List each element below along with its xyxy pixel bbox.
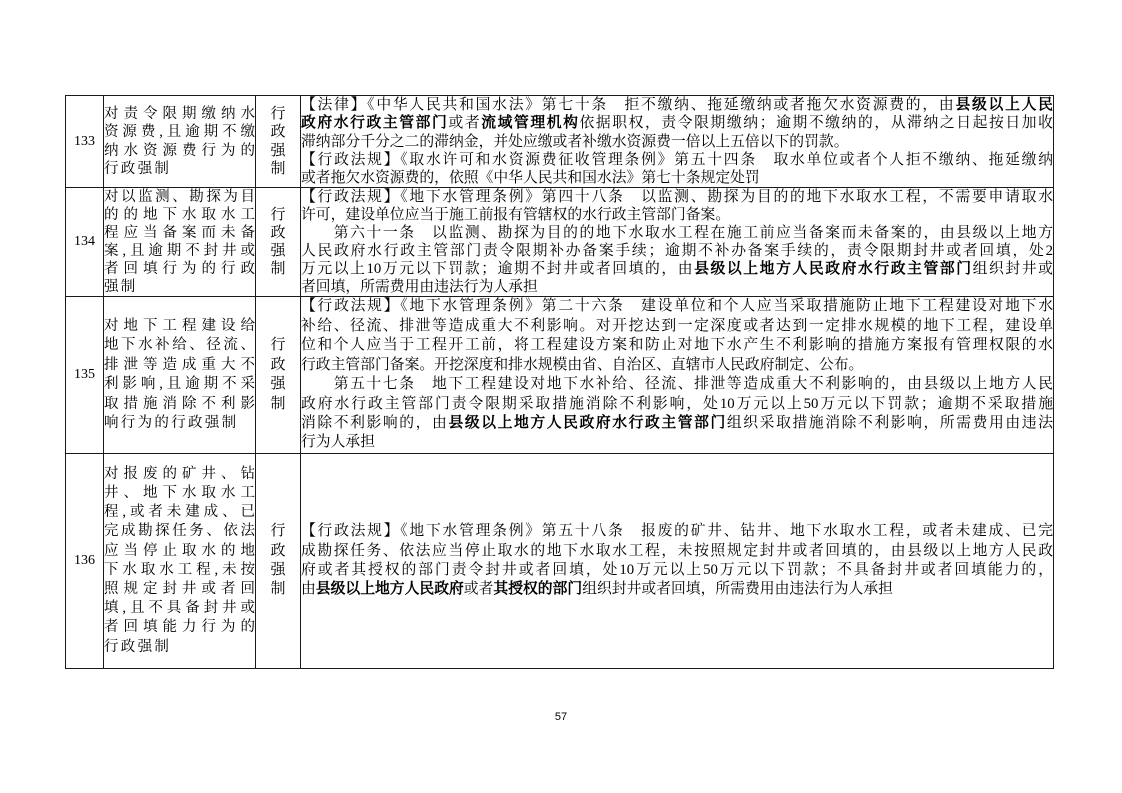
item-number: 133	[74, 133, 95, 149]
legal-basis-line	[301, 188, 1053, 206]
legal-basis-line	[301, 356, 1053, 375]
legal-basis	[301, 522, 1053, 599]
legal-basis-cell	[301, 453, 1054, 668]
item-name-line: 者回填行为的行政	[104, 261, 255, 278]
item-name-line: 纳水资源费行为的	[104, 142, 255, 159]
legal-basis-line	[301, 260, 1053, 278]
item-name-cell	[104, 96, 256, 188]
emphasized-authority: 县级以上地方人民政府水行政主管部门	[694, 261, 973, 278]
table-row	[66, 96, 1054, 188]
legal-basis-line	[301, 414, 1053, 433]
item-name-line: 井、地下水取水工	[104, 484, 255, 501]
page-number: 57	[554, 711, 568, 723]
legal-basis-text: 行为人承担	[301, 434, 375, 451]
legal-basis-text: 组织封井或者回填，所需费用由违法行为人承担	[582, 580, 893, 597]
item-name-line: 程,或者未建成、已	[104, 504, 255, 521]
item-number-cell	[66, 297, 104, 453]
legal-basis-text: 滞纳部分千分之二的滞纳金，并处应缴或者补缴水资源费一倍以上五倍以下的罚款。	[301, 133, 849, 150]
legal-basis-line	[301, 151, 1053, 169]
legal-basis-line	[301, 433, 1053, 452]
legal-basis-text: 万元以上10万元以下罚款；逾期不封井或者回填的，由	[301, 261, 695, 278]
item-name-line: 对责令限期缴纳水	[104, 106, 255, 123]
legal-basis-paragraph	[301, 224, 1053, 296]
item-name-line: 强制	[104, 279, 138, 296]
item-name-line: 对地下工程建设给	[104, 317, 255, 334]
legal-basis-line	[301, 522, 1053, 541]
legal-basis-cell	[301, 297, 1054, 453]
enforcement-type-cell	[256, 96, 301, 188]
legal-basis-cell	[301, 96, 1054, 188]
legal-basis-line	[301, 206, 1053, 224]
item-name-line: 对报废的矿井、钻	[104, 465, 255, 482]
item-name-line: 的的地下水取水工	[104, 207, 255, 224]
legal-basis-text: 成勘探任务、依法应当停止取水的地下水取水工程，未按照规定封井或者回填的，由县级以上地方人民政	[301, 542, 1053, 559]
legal-basis-text: 组织采取措施消除不利影响，所需费用由违法	[726, 414, 1053, 431]
item-number: 135	[74, 367, 95, 383]
legal-basis	[301, 96, 1053, 187]
enforcement-type: 行政强制	[270, 207, 286, 278]
enforcement-type: 行政强制	[270, 106, 286, 178]
item-name-line: 资源费,且逾期不缴	[104, 124, 255, 141]
item-name-line: 程应当备案而未备	[104, 225, 255, 242]
legal-basis-text: 【行政法规】《地下水管理条例》第二十六条 建设单位和个人应当采取措施防止地下工程建设对地下水	[301, 298, 1053, 315]
legal-basis-text: 【行政法规】《地下水管理条例》第五十八条 报废的矿井、钻井、地下水取水工程，或者未建成、已完	[301, 523, 1053, 540]
administrative-enforcement-table	[65, 95, 1054, 669]
legal-basis-text: 【行政法规】《地下水管理条例》第四十八条 以监测、勘探为目的的地下水取水工程，不需要申请取水	[301, 189, 1053, 206]
item-name-line: 案,且逾期不封井或	[104, 243, 255, 260]
legal-basis-line	[301, 297, 1053, 316]
enforcement-type-cell	[256, 297, 301, 453]
item-name-line: 排泄等造成重大不	[104, 356, 255, 373]
legal-basis-text: 政府水行政主管部门责令限期采取措施消除不利影响，处10万元以上50万元以下罚款；逾期不采取措施	[301, 395, 1053, 412]
item-number: 134	[74, 234, 95, 250]
legal-basis-cell	[301, 188, 1054, 297]
item-name-cell	[104, 453, 256, 668]
emphasized-authority: 流域管理机构	[481, 115, 580, 132]
legal-basis-line	[301, 242, 1053, 260]
emphasized-authority: 县级以上地方人民政府水行政主管部门	[448, 414, 727, 431]
table-row	[66, 297, 1054, 453]
item-number-cell	[66, 453, 104, 668]
item-name-line: 下水取水工程,未按	[104, 561, 255, 578]
emphasized-authority: 县级以上人民	[955, 97, 1053, 113]
legal-basis-line	[301, 278, 1053, 296]
item-name-cell	[104, 188, 256, 297]
item-name-line: 对以监测、勘探为目	[104, 189, 255, 206]
legal-basis-text: 者回填，所需费用由违法行为人承担	[301, 279, 538, 296]
item-name-line: 地下水补给、径流、	[104, 337, 255, 354]
legal-basis-text: 第五十七条 地下工程建设对地下水补给、径流、排泄等造成重大不利影响的，由县级以上地方人民	[301, 376, 1053, 393]
enforcement-type-cell	[256, 188, 301, 297]
item-name-line: 填,且不具备封井或	[104, 600, 255, 617]
item-name	[104, 465, 255, 657]
legal-basis-line	[301, 395, 1053, 414]
item-number-cell	[66, 188, 104, 297]
legal-basis-text: 消除不利影响的，由	[301, 414, 449, 431]
legal-basis	[301, 188, 1053, 296]
legal-basis-line	[301, 133, 1053, 151]
legal-basis-line	[301, 96, 1053, 114]
item-name-line: 照规定封井或者回	[104, 580, 255, 597]
legal-basis-text: 人民政府水行政主管部门责令限期补办备案手续；逾期不补办备案手续的，责令限期封井或者回填，处2	[301, 243, 1053, 260]
legal-basis-text: 依据职权，责令限期缴纳；逾期不缴纳的，从滞纳之日起按日加收	[579, 115, 1053, 132]
legal-basis-text: 由	[301, 580, 316, 597]
legal-basis-text: 行政主管部门备案。开挖深度和排水规模由省、自治区、直辖市人民政府制定、公布。	[301, 356, 864, 373]
legal-basis	[301, 297, 1053, 452]
legal-basis-paragraph	[301, 297, 1053, 375]
legal-basis-text: 府或者其授权的部门责令封井或者回填，处10万元以上50万元以下罚款；不具备封井或者回填能力的，	[301, 561, 1053, 578]
emphasized-authority: 其授权的部门	[493, 580, 583, 597]
item-name-line: 完成勘探任务、依法	[104, 523, 255, 540]
legal-basis-line	[301, 542, 1053, 561]
legal-basis-line	[301, 580, 1053, 599]
legal-basis-text: 或者拖欠水资源费的，依照《中华人民共和国水法》第七十条规定处罚	[301, 170, 760, 187]
table-row	[66, 453, 1054, 668]
item-name-line: 取措施消除不利影	[104, 395, 255, 412]
legal-basis-paragraph	[301, 188, 1053, 224]
item-number: 136	[74, 552, 95, 568]
legal-basis-text: 或者	[448, 115, 482, 132]
item-name	[104, 317, 255, 433]
legal-basis-text: 组织封井或	[972, 261, 1053, 278]
legal-basis-text: 许可，建设单位应当于施工前报有管辖权的水行政主管部门备案。	[301, 207, 731, 224]
table-row	[66, 188, 1054, 297]
enforcement-type-cell	[256, 453, 301, 668]
legal-basis-line	[301, 224, 1053, 242]
legal-basis-line	[301, 375, 1053, 394]
item-name-line: 行政强制	[104, 638, 172, 655]
item-name-line: 者回填能力行为的	[104, 619, 255, 636]
item-name-line: 应当停止取水的地	[104, 542, 255, 559]
enforcement-type: 行政强制	[270, 523, 286, 597]
legal-basis-text: 【行政法规】《取水许可和水资源费征收管理条例》第五十四条 取水单位或者个人拒不缴纳、拖延缴纳	[301, 151, 1053, 168]
enforcement-type: 行政强制	[270, 337, 286, 412]
legal-basis-text: 位和个人应当于工程开工前，将工程建设方案和防止对地下水产生不利影响的措施方案报有管理权限的水	[301, 337, 1053, 354]
item-number-cell	[66, 96, 104, 188]
item-name	[104, 188, 255, 296]
legal-basis-line	[301, 336, 1053, 355]
legal-basis-text: 或者	[463, 580, 494, 597]
item-name-line: 利影响,且逾期不采	[104, 376, 255, 393]
emphasized-authority: 县级以上地方人民政府	[315, 580, 464, 597]
legal-basis-line	[301, 169, 1053, 187]
legal-basis-text: 补给、径流、排泄等造成重大不利影响。对开挖达到一定深度或者达到一定排水规模的地下工程，建设单	[301, 317, 1053, 334]
item-name	[104, 105, 255, 178]
legal-basis-paragraph	[301, 96, 1053, 151]
emphasized-authority: 政府水行政主管部门	[301, 115, 449, 132]
legal-basis-text: 【法律】《中华人民共和国水法》第七十条 拒不缴纳、拖延缴纳或者拖欠水资源费的，由	[301, 97, 956, 113]
item-name-line: 行政强制	[104, 161, 172, 178]
item-name-line: 响行为的行政强制	[104, 414, 239, 431]
legal-basis-paragraph	[301, 151, 1053, 188]
legal-basis-paragraph	[301, 522, 1053, 599]
legal-basis-text: 第六十一条 以监测、勘探为目的的地下水取水工程在施工前应当备案而未备案的，由县级以上地方	[301, 225, 1053, 242]
legal-basis-line	[301, 317, 1053, 336]
legal-basis-paragraph	[301, 375, 1053, 453]
legal-basis-line	[301, 561, 1053, 580]
item-name-cell	[104, 297, 256, 453]
legal-basis-line	[301, 114, 1053, 132]
